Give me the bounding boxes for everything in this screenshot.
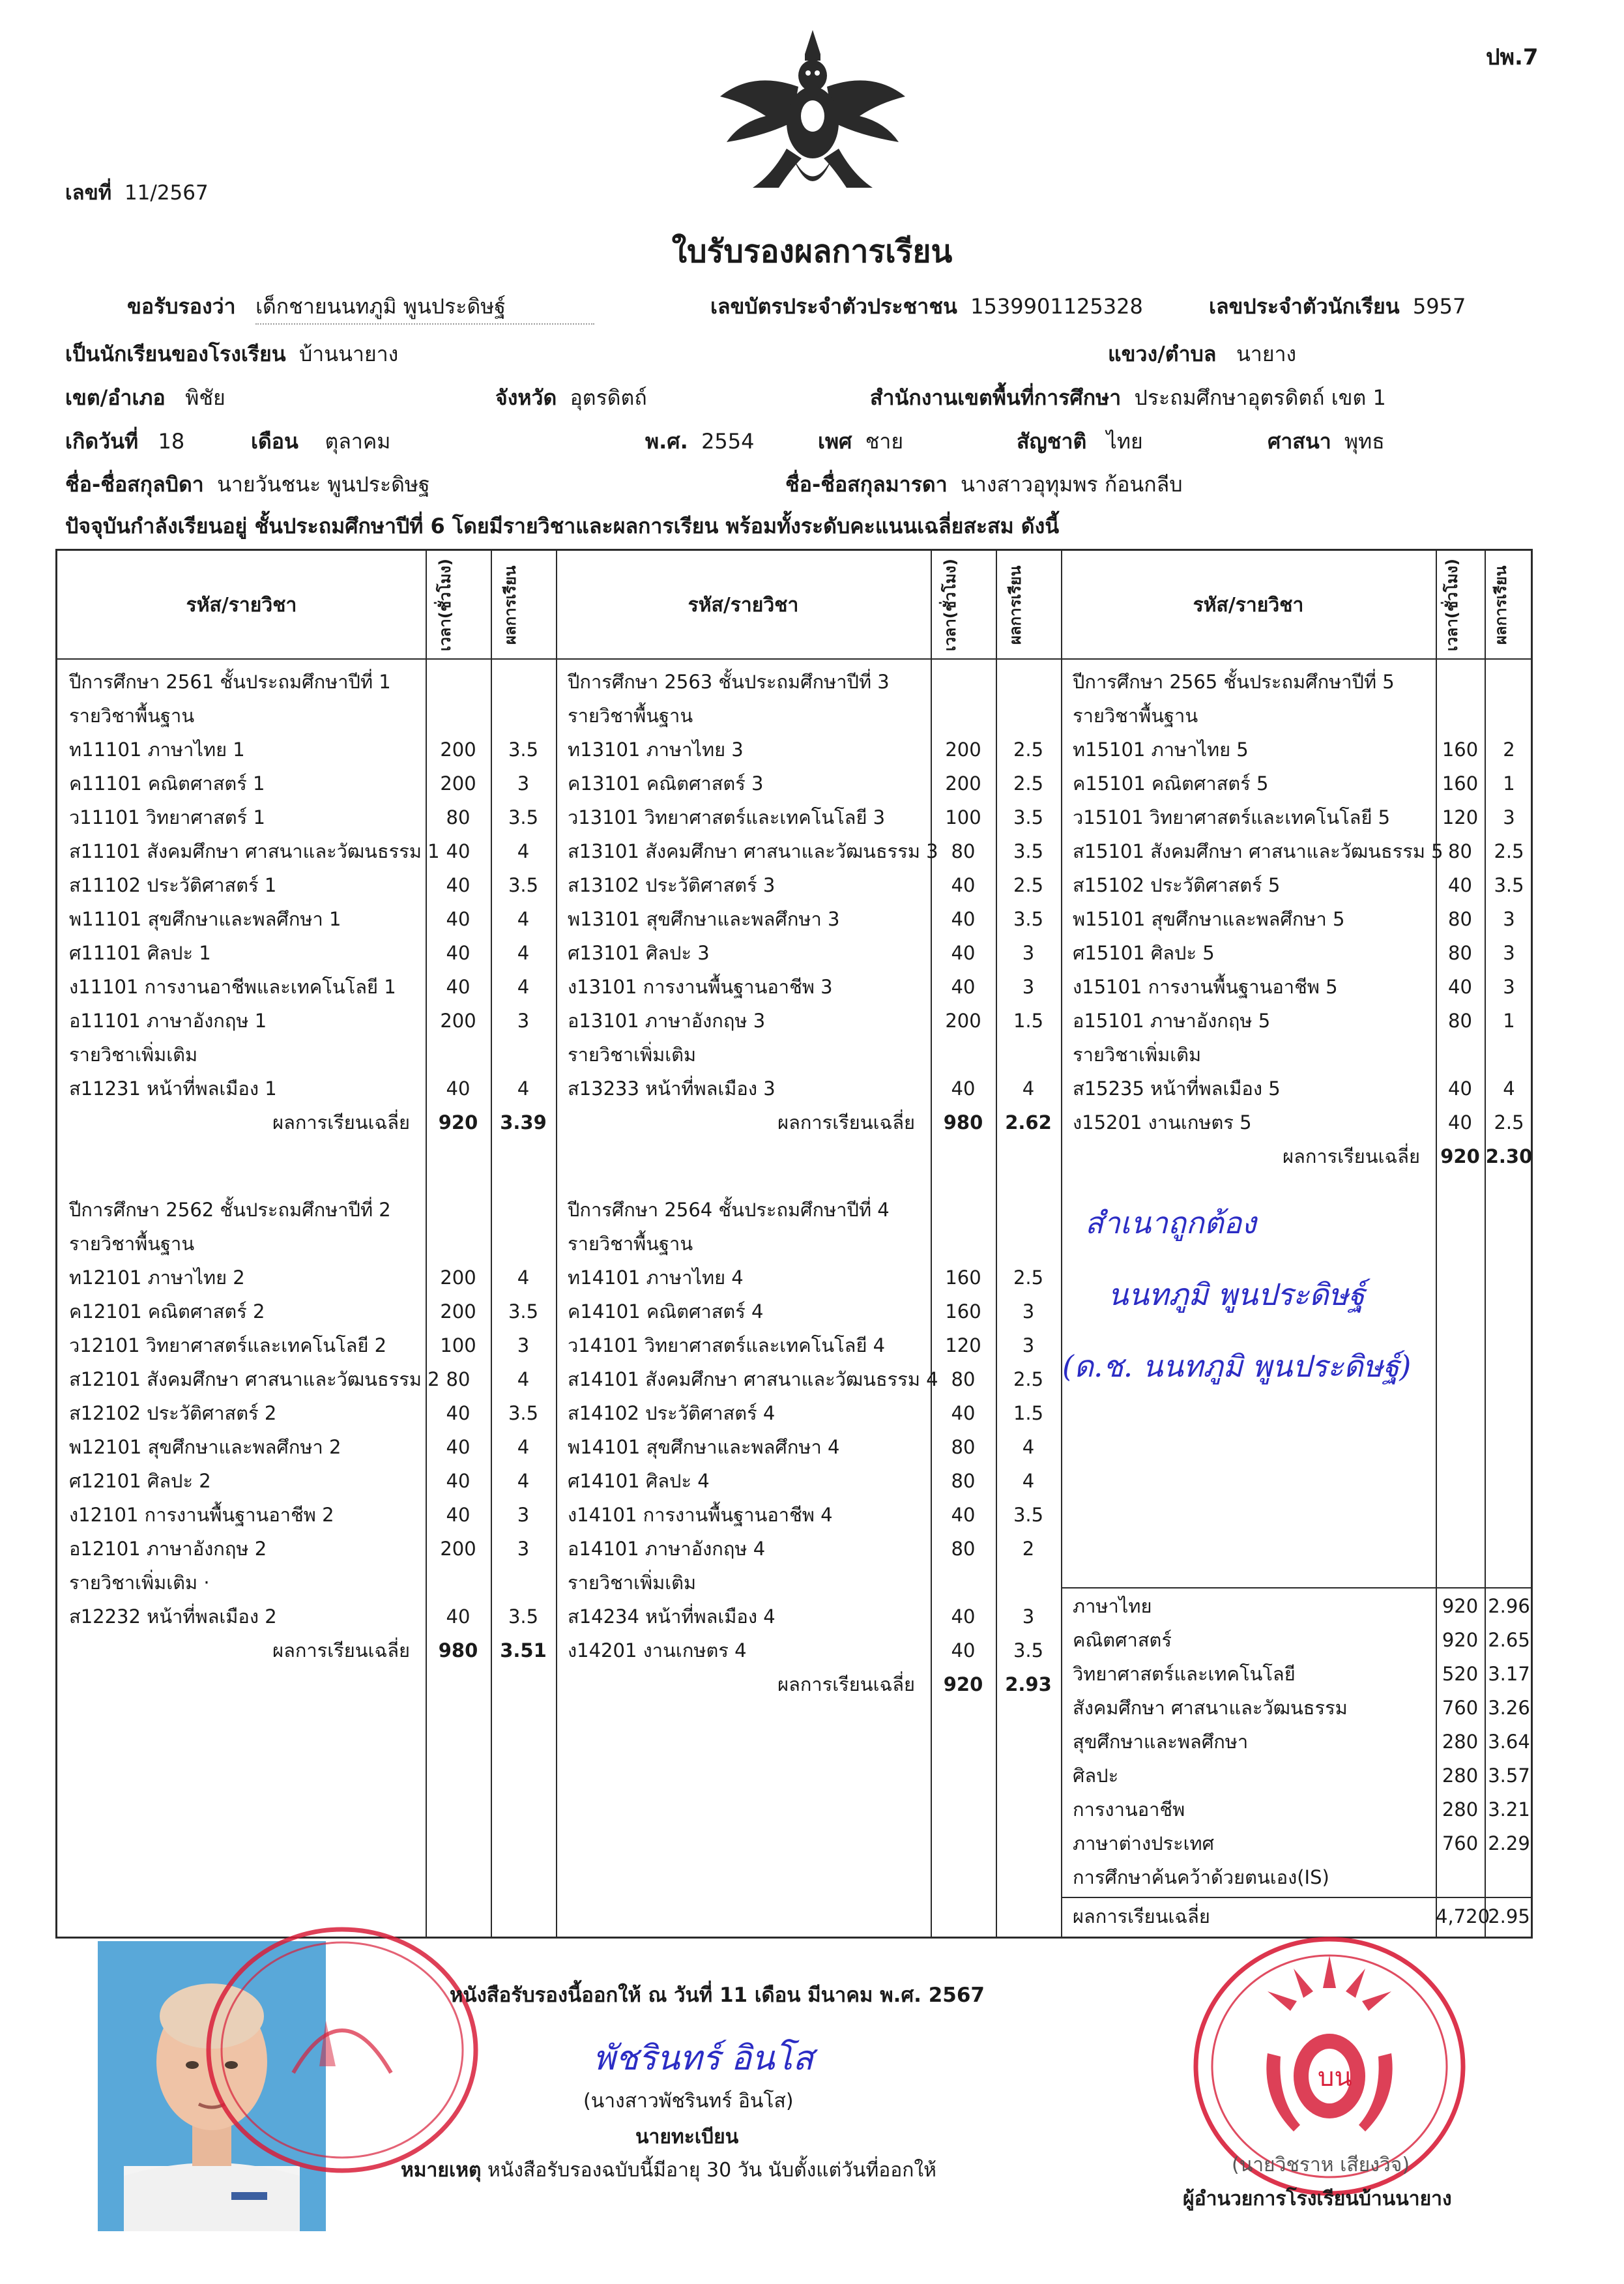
province-label: จังหวัด — [495, 385, 557, 410]
subject-name: ศ15101 ศิลปะ 5 — [1073, 942, 1215, 964]
summary-subject: วิทยาศาสตร์และเทคโนโลยี — [1073, 1663, 1296, 1685]
area-office-field — [870, 381, 1386, 415]
handwritten-name: (ด.ช. นนทภูมิ พูนประดิษฐ์) — [1062, 1349, 1412, 1384]
subject-name: ค15101 คณิตศาสตร์ 5 — [1073, 772, 1269, 795]
certify-field — [127, 290, 594, 325]
summary-hours: 280 — [1442, 1731, 1479, 1753]
subject-name: ส12102 ประวัติศาสตร์ 2 — [69, 1402, 277, 1424]
subject-grade: 4 — [517, 1077, 530, 1100]
subject-name: พ13101 สุขศึกษาและพลศึกษา 3 — [568, 908, 840, 930]
subject-grade: 2.5 — [1013, 874, 1044, 896]
subject-hours: 40 — [446, 976, 471, 998]
subject-hours: 200 — [440, 1538, 476, 1560]
year-average-grade: 2.62 — [1005, 1111, 1052, 1134]
subject-hours: 40 — [1448, 874, 1472, 896]
year-average-label: ผลการเรียนเฉลี่ย — [272, 1111, 410, 1134]
subject-name: ศ14101 ศิลปะ 4 — [568, 1470, 710, 1492]
subject-grade: 3 — [1503, 908, 1515, 930]
sex-value: ชาย — [865, 429, 904, 454]
subject-name: ศ12101 ศิลปะ 2 — [69, 1470, 211, 1492]
subject-grade: 3 — [1503, 942, 1515, 964]
subject-hours: 40 — [951, 942, 976, 964]
subject-grade: 2.5 — [1494, 840, 1524, 862]
nationality-value: ไทย — [1106, 429, 1143, 454]
subject-name: ส15235 หน้าที่พลเมือง 5 — [1073, 1077, 1281, 1100]
subject-grade: 3.5 — [1013, 840, 1044, 862]
summary-subject: ภาษาไทย — [1073, 1595, 1152, 1617]
subject-grade: 2.5 — [1013, 772, 1044, 795]
subject-grade: 3 — [517, 1334, 530, 1356]
subdistrict-label: แขวง/ตำบล — [1108, 342, 1217, 366]
subject-hours: 80 — [1448, 942, 1472, 964]
subject-hours: 200 — [440, 739, 476, 761]
subject-grade: 4 — [517, 976, 530, 998]
district-value: พิชัย — [185, 385, 225, 410]
subject-name: ค12101 คณิตศาสตร์ 2 — [69, 1300, 265, 1323]
subject-hours: 40 — [446, 840, 471, 862]
subject-grade: 1.5 — [1013, 1402, 1044, 1424]
footnote-label: หมายเหตุ — [401, 2159, 482, 2182]
subject-hours: 40 — [446, 908, 471, 930]
subject-hours: 100 — [440, 1334, 476, 1356]
year-heading: ปีการศึกษา 2561 ชั้นประถมศึกษาปีที่ 1 — [69, 671, 391, 693]
year-average-grade: 2.93 — [1005, 1673, 1052, 1695]
subject-grade: 1 — [1503, 772, 1515, 795]
header-hours-3: เวลา(ชั่วโมง) — [1443, 559, 1461, 651]
summary-hours: 760 — [1442, 1697, 1479, 1719]
year-average-hours: 920 — [943, 1673, 983, 1695]
basic-subjects-label: รายวิชาพื้นฐาน — [568, 705, 693, 727]
subject-name: ส12232 หน้าที่พลเมือง 2 — [69, 1605, 277, 1628]
subject-hours: 120 — [1442, 806, 1479, 828]
subject-name: ท14101 ภาษาไทย 4 — [568, 1266, 744, 1289]
subject-grade: 2.5 — [1013, 739, 1044, 761]
subject-name: ส11101 สังคมศึกษา ศาสนาและวัฒนธรรม 1 — [69, 840, 440, 862]
subject-hours: 160 — [945, 1266, 981, 1289]
religion-value: พุทธ — [1344, 429, 1385, 454]
subject-grade: 3.5 — [1494, 874, 1524, 896]
year-heading: ปีการศึกษา 2563 ชั้นประถมศึกษาปีที่ 3 — [568, 671, 890, 693]
svg-text:บน: บน — [1318, 2062, 1352, 2092]
subject-grade: 3.5 — [508, 1300, 539, 1323]
subject-name: อ15101 ภาษาอังกฤษ 5 — [1073, 1010, 1271, 1032]
summary-subject: สังคมศึกษา ศาสนาและวัฒนธรรม — [1073, 1697, 1348, 1719]
subject-name: อ13101 ภาษาอังกฤษ 3 — [568, 1010, 766, 1032]
subject-name: ค13101 คณิตศาสตร์ 3 — [568, 772, 764, 795]
registrar-name: (นางสาวพัชรินทร์ อินโส) — [583, 2090, 794, 2113]
summary-hours: 520 — [1442, 1663, 1479, 1685]
total-grade: 2.95 — [1488, 1905, 1530, 1927]
birth-day-field — [65, 425, 184, 458]
subject-hours: 80 — [951, 840, 976, 862]
summary-grade: 2.65 — [1488, 1629, 1530, 1651]
subject-hours: 80 — [951, 1470, 976, 1492]
footnote-text: หนังสือรับรองฉบับนี้มีอายุ 30 วัน นับตั้งแต่วันที่ออกให้ — [487, 2159, 936, 2182]
birth-day-label: เกิดวันที่ — [65, 429, 139, 454]
header-subject-1: รหัส/รายวิชา — [186, 594, 297, 617]
subject-name: ค14101 คณิตศาสตร์ 4 — [568, 1300, 764, 1323]
subject-name: ส11102 ประวัติศาสตร์ 1 — [69, 874, 277, 896]
year-average-hours: 980 — [438, 1639, 478, 1662]
subdistrict-value: นายาง — [1236, 342, 1297, 366]
id-card-label: เลขบัตรประจำตัวประชาชน — [710, 294, 957, 319]
subject-name: ง11101 การงานอาชีพและเทคโนโลยี 1 — [69, 976, 396, 998]
subject-hours: 40 — [446, 1402, 471, 1424]
father-value: นายวันชนะ พูนประดิษฐ — [217, 472, 430, 497]
birth-month-field — [251, 425, 390, 458]
basic-subjects-label: รายวิชาพื้นฐาน — [568, 1233, 693, 1255]
subject-hours: 200 — [440, 1266, 476, 1289]
subject-name: ศ13101 ศิลปะ 3 — [568, 942, 710, 964]
registrar-signature: พัชรินทร์ อินโส — [593, 2039, 814, 2078]
summary-subject: ศิลปะ — [1073, 1764, 1119, 1787]
year-average-hours: 920 — [438, 1111, 478, 1134]
year-average-label: ผลการเรียนเฉลี่ย — [777, 1673, 915, 1695]
header-subject-2: รหัส/รายวิชา — [688, 594, 799, 617]
summary-grade: 2.96 — [1488, 1595, 1530, 1617]
district-label: เขต/อำเภอ — [65, 385, 166, 410]
header-grade-3: ผลการเรียน — [1492, 565, 1510, 645]
subject-name: ส13101 สังคมศึกษา ศาสนาและวัฒนธรรม 3 — [568, 840, 938, 862]
subject-name: ท15101 ภาษาไทย 5 — [1073, 739, 1249, 761]
subject-grade: 4 — [1503, 1077, 1515, 1100]
mother-value: นางสาวอุทุมพร ก้อนกลีบ — [961, 472, 1183, 497]
summary-hours: 280 — [1442, 1798, 1479, 1821]
subject-name: ค11101 คณิตศาสตร์ 1 — [69, 772, 265, 795]
subject-grade: 3.5 — [1013, 806, 1044, 828]
subject-grade: 2.5 — [1013, 1368, 1044, 1390]
father-field — [65, 468, 430, 501]
subject-name: ว11101 วิทยาศาสตร์ 1 — [69, 806, 265, 828]
issue-statement: หนังสือรับรองนี้ออกให้ ณ วันที่ 11 เดือน มีนาคม พ.ศ. 2567 — [450, 1984, 985, 2007]
subject-hours: 40 — [951, 1639, 976, 1662]
garuda-emblem — [714, 25, 912, 201]
document-number-value: 11/2567 — [124, 181, 209, 205]
header-hours-1: เวลา(ชั่วโมง) — [436, 559, 454, 651]
total-hours: 4,720 — [1436, 1905, 1490, 1927]
sex-label: เพศ — [818, 429, 852, 454]
subject-grade: 4 — [517, 1266, 530, 1289]
subject-hours: 40 — [446, 1470, 471, 1492]
subject-grade: 2.5 — [1494, 1111, 1524, 1134]
subject-name: ว13101 วิทยาศาสตร์และเทคโนโลยี 3 — [568, 806, 886, 828]
subject-name: ส14102 ประวัติศาสตร์ 4 — [568, 1402, 776, 1424]
mother-label: ชื่อ-ชื่อสกุลมารดา — [785, 472, 948, 497]
subject-hours: 40 — [446, 874, 471, 896]
sex-field — [818, 425, 903, 458]
subject-grade: 4 — [517, 1368, 530, 1390]
subject-grade: 3.5 — [1013, 1639, 1044, 1662]
year-heading: ปีการศึกษา 2564 ชั้นประถมศึกษาปีที่ 4 — [568, 1199, 890, 1221]
subject-name: อ14101 ภาษาอังกฤษ 4 — [568, 1538, 766, 1560]
subject-grade: 3 — [517, 1010, 530, 1032]
grade-table — [55, 549, 1533, 1939]
header-subject-3: รหัส/รายวิชา — [1193, 594, 1304, 617]
registrar-title: นายทะเบียน — [635, 2126, 739, 2148]
subject-grade: 2.5 — [1013, 1266, 1044, 1289]
page-title: ใบรับรองผลการเรียน — [671, 233, 953, 270]
subject-name: อ12101 ภาษาอังกฤษ 2 — [69, 1538, 267, 1560]
subject-grade: 3 — [1503, 976, 1515, 998]
subject-hours: 200 — [945, 1010, 981, 1032]
basic-subjects-label: รายวิชาพื้นฐาน — [1073, 705, 1198, 727]
handwritten-certified-copy: สำเนาถูกต้อง — [1085, 1205, 1256, 1240]
subject-grade: 2 — [1022, 1538, 1035, 1560]
subject-grade: 3.5 — [1013, 908, 1044, 930]
extra-subjects-label: รายวิชาเพิ่มเติม — [69, 1044, 198, 1066]
summary-hours: 920 — [1442, 1595, 1479, 1617]
subject-hours: 40 — [446, 1504, 471, 1526]
subject-hours: 40 — [446, 1077, 471, 1100]
subject-name: พ15101 สุขศึกษาและพลศึกษา 5 — [1073, 908, 1345, 930]
birth-month-value: ตุลาคม — [325, 429, 391, 454]
father-label: ชื่อ-ชื่อสกุลบิดา — [65, 472, 204, 497]
summary-grade: 3.26 — [1488, 1697, 1530, 1719]
year-average-hours: 980 — [943, 1111, 983, 1134]
subject-grade: 4 — [517, 1470, 530, 1492]
subject-hours: 40 — [951, 1605, 976, 1628]
director-name: (นายวิชราห เสียงวิจ) — [1232, 2154, 1410, 2176]
subject-name: ศ11101 ศิลปะ 1 — [69, 942, 211, 964]
school-label: เป็นนักเรียนของโรงเรียน — [65, 342, 286, 366]
summary-hours: 280 — [1442, 1764, 1479, 1787]
subject-hours: 40 — [1448, 1077, 1472, 1100]
birth-year-field — [645, 425, 755, 458]
summary-grade: 3.17 — [1488, 1663, 1530, 1685]
summary-hours: 920 — [1442, 1629, 1479, 1651]
subject-hours: 40 — [951, 1504, 976, 1526]
subject-grade: 4 — [1022, 1470, 1035, 1492]
document-number — [65, 176, 209, 209]
subject-name: ส12101 สังคมศึกษา ศาสนาและวัฒนธรรม 2 — [69, 1368, 440, 1390]
subject-hours: 160 — [945, 1300, 981, 1323]
subject-name: พ12101 สุขศึกษาและพลศึกษา 2 — [69, 1436, 341, 1458]
summary-subject: สุขศึกษาและพลศึกษา — [1073, 1731, 1249, 1753]
subject-name: ง14101 การงานพื้นฐานอาชีพ 4 — [568, 1504, 833, 1526]
subject-grade: 3 — [1022, 1300, 1035, 1323]
subject-hours: 80 — [951, 1538, 976, 1560]
province-field — [495, 381, 647, 415]
area-office-label: สำนักงานเขตพื้นที่การศึกษา — [870, 385, 1122, 410]
subject-grade: 3.5 — [508, 806, 539, 828]
header-grade-2: ผลการเรียน — [1006, 565, 1024, 645]
subject-hours: 40 — [951, 908, 976, 930]
subject-hours: 40 — [446, 942, 471, 964]
subject-hours: 80 — [951, 1436, 976, 1458]
header-hours-2: เวลา(ชั่วโมง) — [941, 559, 959, 651]
year-heading: ปีการศึกษา 2565 ชั้นประถมศึกษาปีที่ 5 — [1073, 671, 1395, 693]
subject-hours: 200 — [945, 772, 981, 795]
basic-subjects-label: รายวิชาพื้นฐาน — [69, 705, 195, 727]
extra-subjects-label: รายวิชาเพิ่มเติม — [568, 1044, 697, 1066]
summary-subject: การงานอาชีพ — [1073, 1798, 1185, 1821]
religion-label: ศาสนา — [1268, 429, 1331, 454]
subject-hours: 40 — [951, 1077, 976, 1100]
subject-name: ง13101 การงานพื้นฐานอาชีพ 3 — [568, 976, 833, 998]
year-heading: ปีการศึกษา 2562 ชั้นประถมศึกษาปีที่ 2 — [69, 1199, 391, 1221]
subject-grade: 3 — [1022, 1334, 1035, 1356]
subject-grade: 1 — [1503, 1010, 1515, 1032]
id-card-value: 1539901125328 — [970, 294, 1143, 319]
subject-hours: 160 — [1442, 772, 1479, 795]
subject-hours: 200 — [440, 1300, 476, 1323]
subject-grade: 3 — [1503, 806, 1515, 828]
summary-grade: 3.21 — [1488, 1798, 1530, 1821]
subject-hours: 40 — [1448, 1111, 1472, 1134]
handwritten-signature: นนทภูมิ พูนประดิษฐ์ — [1108, 1277, 1365, 1312]
subject-grade: 4 — [517, 1436, 530, 1458]
religion-field — [1268, 425, 1385, 458]
subject-grade: 3.5 — [1013, 1504, 1044, 1526]
subject-name: ว14101 วิทยาศาสตร์และเทคโนโลยี 4 — [568, 1334, 886, 1356]
subject-name: ส14101 สังคมศึกษา ศาสนาและวัฒนธรรม 4 — [568, 1368, 938, 1390]
subject-name: ส11231 หน้าที่พลเมือง 1 — [69, 1077, 277, 1100]
subject-name: ส13102 ประวัติศาสตร์ 3 — [568, 874, 776, 896]
subject-name: ส14234 หน้าที่พลเมือง 4 — [568, 1605, 776, 1628]
year-average-hours: 920 — [1440, 1145, 1480, 1167]
birth-year-value: 2554 — [701, 429, 755, 454]
subject-grade: 3 — [517, 772, 530, 795]
subject-name: ส15101 สังคมศึกษา ศาสนาและวัฒนธรรม 5 — [1073, 840, 1443, 862]
extra-subjects-label: รายวิชาเพิ่มเติม — [1073, 1044, 1202, 1066]
school-stamp-left — [196, 1910, 489, 2184]
subject-hours: 120 — [945, 1334, 981, 1356]
student-name: เด็กชายนนทภูมิ พูนประดิษฐ์ — [255, 290, 594, 325]
subject-name: ง15201 งานเกษตร 5 — [1073, 1111, 1252, 1134]
subject-grade: 4 — [517, 908, 530, 930]
basic-subjects-label: รายวิชาพื้นฐาน — [69, 1233, 195, 1255]
student-no-field — [1209, 290, 1466, 323]
subject-name: ง15101 การงานพื้นฐานอาชีพ 5 — [1073, 976, 1338, 998]
subject-grade: 3.5 — [508, 1402, 539, 1424]
subject-name: ท12101 ภาษาไทย 2 — [69, 1266, 245, 1289]
year-average-label: ผลการเรียนเฉลี่ย — [1283, 1145, 1420, 1167]
header-grade-1: ผลการเรียน — [501, 565, 519, 645]
subject-grade: 3.5 — [508, 874, 539, 896]
subject-hours: 40 — [951, 874, 976, 896]
summary-grade: 3.57 — [1488, 1764, 1530, 1787]
year-average-label: ผลการเรียนเฉลี่ย — [272, 1639, 410, 1662]
total-average-label: ผลการเรียนเฉลี่ย — [1073, 1905, 1210, 1927]
birth-day-value: 18 — [158, 429, 185, 454]
subject-hours: 200 — [440, 772, 476, 795]
subject-grade: 3 — [517, 1504, 530, 1526]
subject-hours: 200 — [440, 1010, 476, 1032]
subject-hours: 80 — [1448, 1010, 1472, 1032]
subject-hours: 200 — [945, 739, 981, 761]
summary-subject: คณิตศาสตร์ — [1073, 1629, 1172, 1651]
year-average-grade: 3.51 — [500, 1639, 547, 1662]
subject-hours: 160 — [1442, 739, 1479, 761]
id-card-field — [710, 290, 1143, 323]
summary-hours: 760 — [1442, 1832, 1479, 1854]
subject-grade: 4 — [517, 840, 530, 862]
year-average-grade: 3.39 — [500, 1111, 547, 1134]
birth-month-label: เดือน — [251, 429, 298, 454]
subject-hours: 80 — [951, 1368, 976, 1390]
subject-name: พ14101 สุขศึกษาและพลศึกษา 4 — [568, 1436, 840, 1458]
subject-grade: 3 — [1022, 976, 1035, 998]
subject-grade: 4 — [1022, 1077, 1035, 1100]
subject-name: ท11101 ภาษาไทย 1 — [69, 739, 245, 761]
subject-grade: 3 — [1022, 942, 1035, 964]
subject-hours: 80 — [446, 1368, 471, 1390]
subject-hours: 40 — [951, 1402, 976, 1424]
subject-hours: 40 — [446, 1436, 471, 1458]
subject-name: ง12101 การงานพื้นฐานอาชีพ 2 — [69, 1504, 334, 1526]
school-field — [65, 338, 398, 371]
year-average-grade: 2.30 — [1485, 1145, 1533, 1167]
footnote — [401, 2155, 936, 2186]
subject-hours: 80 — [1448, 840, 1472, 862]
area-office-value: ประถมศึกษาอุตรดิตถ์ เขต 1 — [1134, 385, 1386, 410]
subject-hours: 80 — [1448, 908, 1472, 930]
student-no-value: 5957 — [1412, 294, 1466, 319]
school-value: บ้านนายาง — [298, 342, 399, 366]
subdistrict-field — [1108, 338, 1296, 371]
mother-field — [785, 468, 1183, 501]
subject-grade: 4 — [1022, 1436, 1035, 1458]
subject-grade: 3 — [517, 1538, 530, 1560]
birth-year-label: พ.ศ. — [645, 429, 688, 454]
subject-name: ส15102 ประวัติศาสตร์ 5 — [1073, 874, 1281, 896]
subject-name: ว12101 วิทยาศาสตร์และเทคโนโลยี 2 — [69, 1334, 387, 1356]
extra-subjects-label: รายวิชาเพิ่มเติม — [568, 1572, 697, 1594]
summary-grade: 3.64 — [1488, 1731, 1530, 1753]
form-code: ปพ.7 — [1486, 44, 1539, 70]
student-no-label: เลขประจำตัวนักเรียน — [1209, 294, 1400, 319]
subject-grade: 3.5 — [508, 1605, 539, 1628]
year-average-label: ผลการเรียนเฉลี่ย — [777, 1111, 915, 1134]
subject-grade: 4 — [517, 942, 530, 964]
subject-hours: 80 — [446, 806, 471, 828]
subject-name: ท13101 ภาษาไทย 3 — [568, 739, 744, 761]
subject-name: ง14201 งานเกษตร 4 — [568, 1639, 747, 1662]
subject-grade: 1.5 — [1013, 1010, 1044, 1032]
subject-name: พ11101 สุขศึกษาและพลศึกษา 1 — [69, 908, 341, 930]
intro-statement: ปัจจุบันกำลังเรียนอยู่ ชั้นประถมศึกษาปีที่ 6 โดยมีรายวิชาและผลการเรียน พร้อมทั้งระดับคะแนนเฉลี่ยสะสม ดังนี้ — [65, 514, 1060, 538]
document-number-label: เลขที่ — [65, 181, 112, 205]
subject-name: ว15101 วิทยาศาสตร์และเทคโนโลยี 5 — [1073, 806, 1391, 828]
subject-hours: 40 — [951, 976, 976, 998]
nationality-label: สัญชาติ — [1017, 429, 1087, 454]
subject-grade: 3.5 — [508, 739, 539, 761]
province-value: อุตรดิตถ์ — [570, 385, 647, 410]
summary-grade: 2.29 — [1488, 1832, 1530, 1854]
subject-name: อ11101 ภาษาอังกฤษ 1 — [69, 1010, 267, 1032]
subject-grade: 2 — [1503, 739, 1515, 761]
district-field — [65, 381, 225, 415]
director-title: ผู้อำนวยการโรงเรียนบ้านนายาง — [1183, 2188, 1452, 2210]
subject-grade: 3 — [1022, 1605, 1035, 1628]
summary-subject: การศึกษาค้นคว้าด้วยตนเอง(IS) — [1073, 1866, 1329, 1888]
certify-label: ขอรับรองว่า — [127, 294, 236, 319]
subject-hours: 40 — [446, 1605, 471, 1628]
subject-hours: 100 — [945, 806, 981, 828]
subject-hours: 40 — [1448, 976, 1472, 998]
subject-name: ส13233 หน้าที่พลเมือง 3 — [568, 1077, 776, 1100]
nationality-field — [1017, 425, 1143, 458]
summary-subject: ภาษาต่างประเทศ — [1073, 1832, 1215, 1854]
extra-subjects-label: รายวิชาเพิ่มเติม · — [69, 1572, 210, 1594]
